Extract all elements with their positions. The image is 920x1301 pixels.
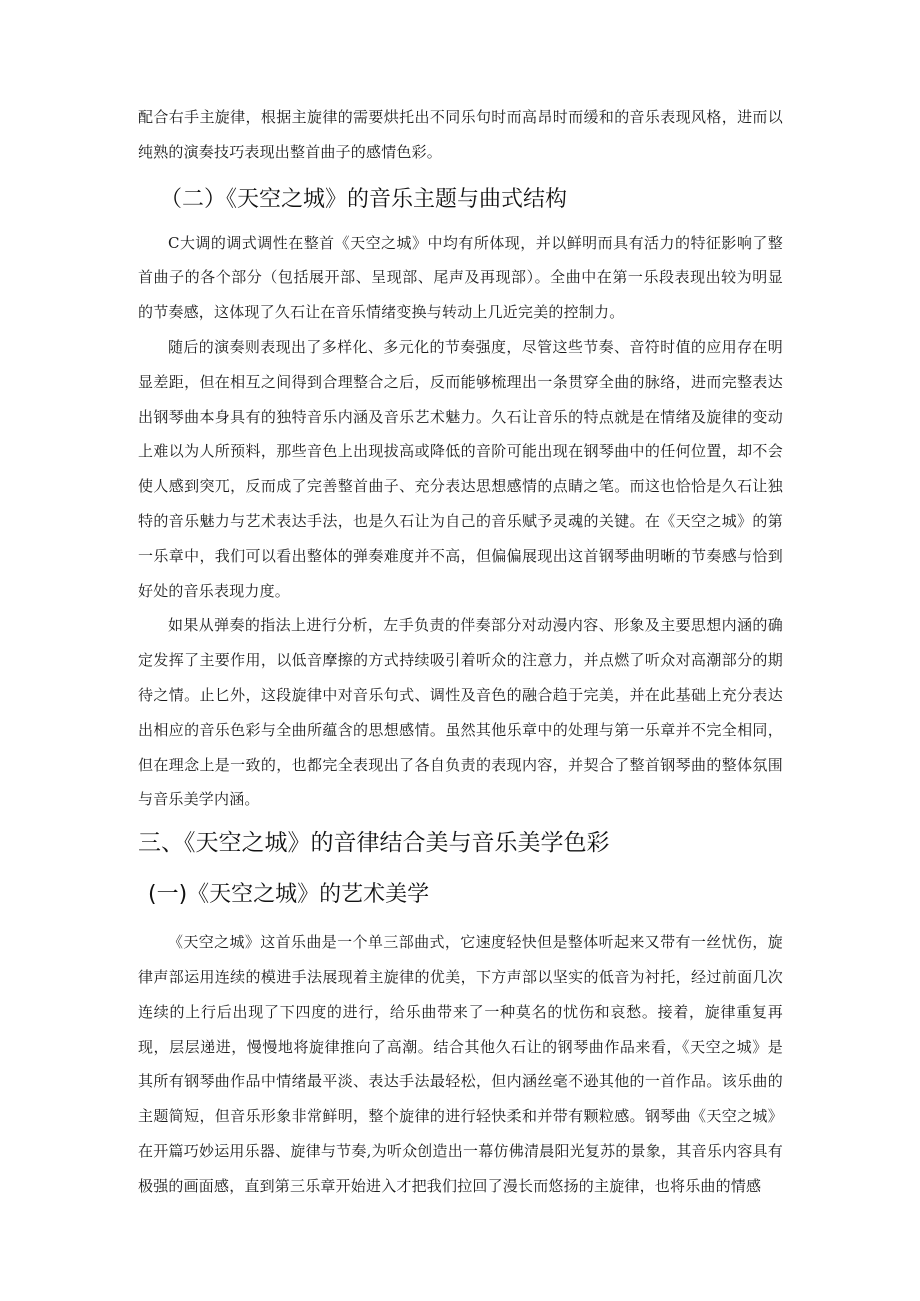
- paragraph-fingering-analysis: 如果从弹奏的指法上进行分析，左手负责的伴奏部分对动漫内容、形象及主要思想内涵的确定发挥了主要作用，以低音摩擦的方式持续吸引着听众的注意力，并点燃了听众对高潮部分的期待之情。止匕外，这段旋律中对音乐句式、调性及音色的融合趋于完美，并在此基础上充分表达出相应的音乐色彩与全曲所蕴含的思想感情。虽然其他乐章中的处理与第一乐章并不完全相同，但在理念上是一致的，也都完全表现出了各自负责的表现内容，并契合了整首钢琴曲的整体氛围与音乐美学内涵。: [138, 616, 783, 809]
- chapter-heading-aesthetics: 三、《天空之城》的音律结合美与音乐美学色彩: [138, 830, 610, 857]
- paragraph-rhythm-variety: 随后的演奏则表现出了多样化、多元化的节奏强度，尽管这些节奏、音符时值的应用存在明显差距，但在相互之间得到合理整合之后，反而能够梳理出一条贯穿全曲的脉络，进而完整表达出钢琴曲本身具有的独特音乐内涵及音乐艺术魅力。久石让音乐的特点就是在情绪及旋律的变动上难以为人所预料，那些音色上出现拔高或降低的音阶可能出现在钢琴曲中的任何位置，却不会使人感到突兀，反而成了完善整首曲子、充分表达思想感情的点睛之笔。而这也恰恰是久石让独特的音乐魅力与艺术表达手法，也是久石让为自己的音乐赋予灵魂的关键。在《天空之城》的第一乐章中，我们可以看出整体的弹奏难度并不高，但偏偏展现出这首钢琴曲明晰的节奏感与恰到好处的音乐表现力度。: [138, 337, 783, 600]
- paragraph-ternary-form: 《天空之城》这首乐曲是一个单三部曲式，它速度轻快但是整体听起来又带有一丝忧伤，旋律声部运用连续的模进手法展现着主旋律的优美，下方声部以坚实的低音为衬托，经过前面几次连续的上行后出现了下四度的进行，给乐曲带来了一种莫名的忧伤和哀愁。接着，旋律重复再现，层层递进，慢慢地将旋律推向了高潮。结合其他久石让的钢琴曲作品来看，《天空之城》是其所有钢琴曲作品中情绪最平淡、表达手法最轻松，但内涵丝毫不逊其他的一首作品。该乐曲的主题简短，但音乐形象非常鲜明，整个旋律的进行轻快柔和并带有颗粒感。钢琴曲《天空之城》在开篇巧妙运用乐器、旋律与节奏,为听众创造出一幕仿佛清晨阳光复苏的景象，其音乐内容具有极强的画面感，直到第三乐章开始进入才把我们拉回了漫长而悠扬的主旋律，也将乐曲的情感: [138, 933, 783, 1195]
- paragraph-key-tonality: C大调的调式调性在整首《天空之城》中均有所体现，并以鲜明而具有活力的特征影响了整首曲子的各个部分（包括展开部、呈现部、尾声及再现部）。全曲中在第一乐段表现出较为明显的节奏感，这体现了久石让在音乐情绪变换与转动上几近完美的控制力。: [138, 233, 783, 322]
- section-heading-music-theme: （二）《天空之城》的音乐主题与曲式结构: [160, 186, 568, 212]
- section-heading-art-aesthetics: (一)《天空之城》的艺术美学: [148, 882, 430, 908]
- paragraph-continued: 配合右手主旋律，根据主旋律的需要烘托出不同乐句时而高昂时而缓和的音乐表现风格，进而以纯熟的演奏技巧表现出整首曲子的感情色彩。: [138, 108, 783, 161]
- document-page: [138, 100, 783, 1204]
